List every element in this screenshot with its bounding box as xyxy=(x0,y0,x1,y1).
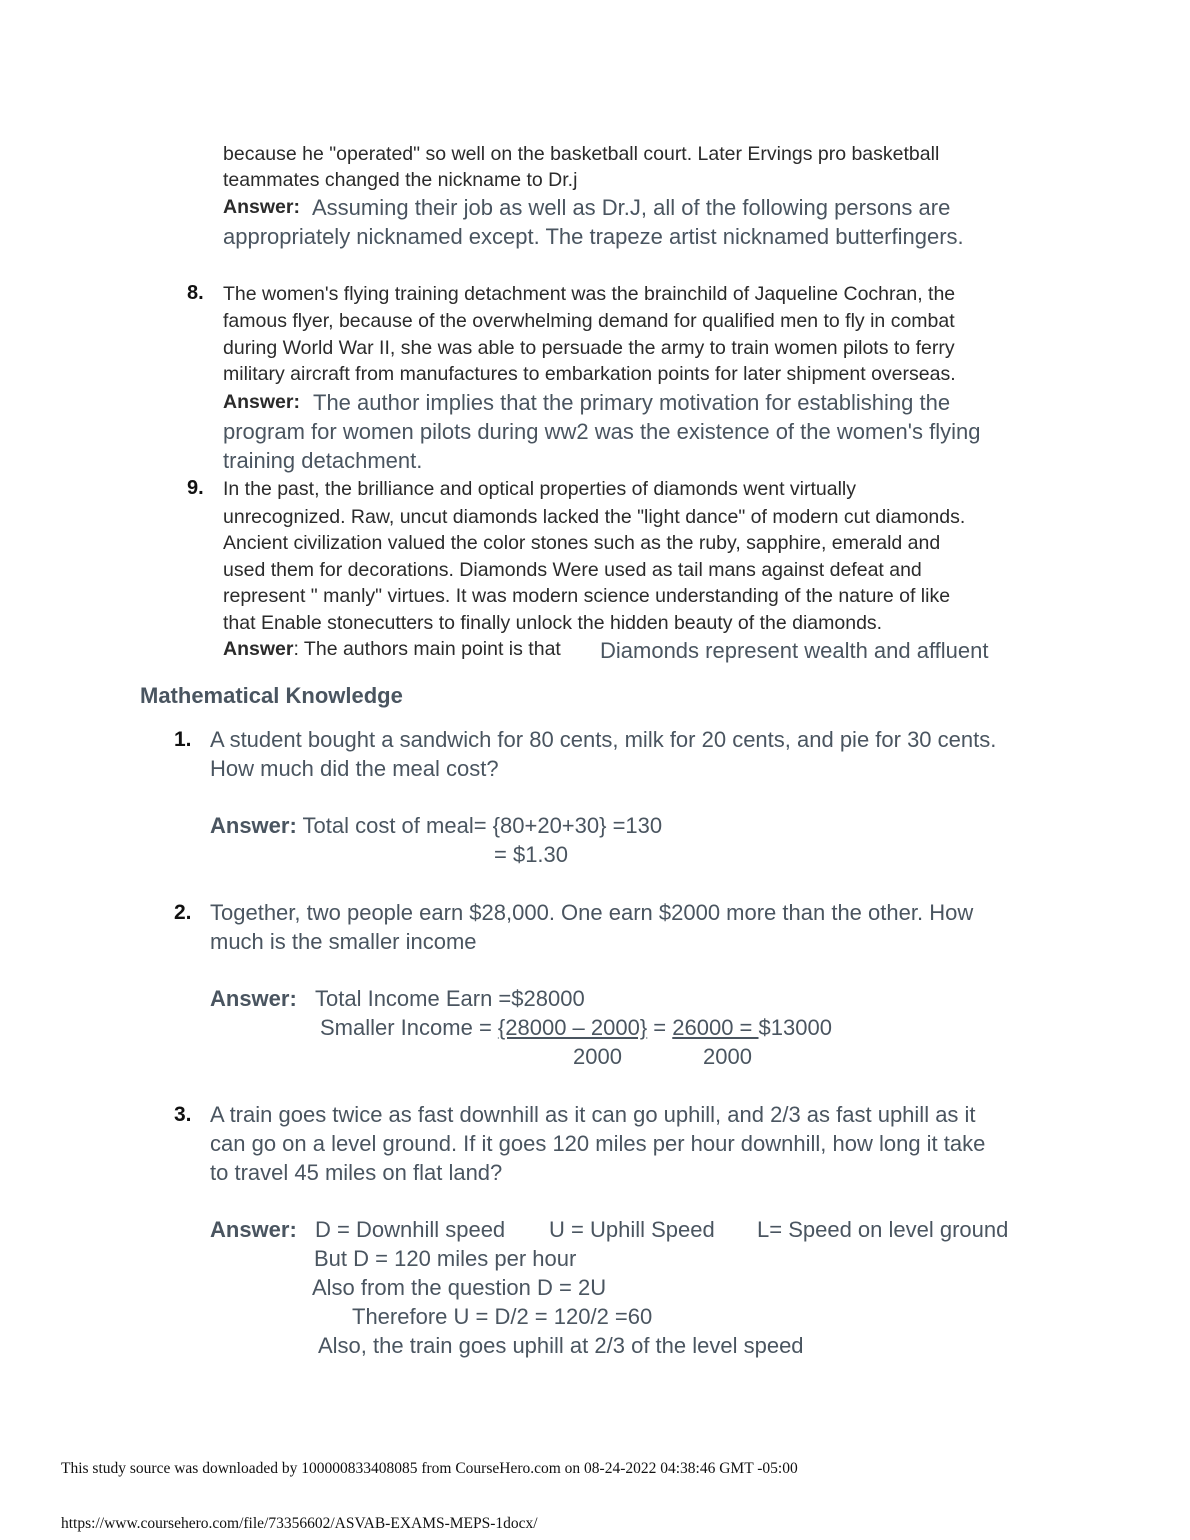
math-q3-answer-label: Answer: xyxy=(210,1217,297,1242)
math-q3-text-line: A train goes twice as fast downhill as it can go uphill, and 2/3 as fast uphill as it xyxy=(210,1102,976,1127)
math-q2-fraction1-denominator: 2000 xyxy=(573,1044,622,1069)
math-q3-answer-line: But D = 120 miles per hour xyxy=(314,1246,577,1271)
q8-answer-line: The author implies that the primary motivation for establishing the xyxy=(313,390,951,415)
math-q2-fraction1-numerator: {28000 – 2000} xyxy=(497,1015,648,1040)
math-q2-result: $13000 xyxy=(758,1015,832,1040)
math-q2-fraction2-numerator: 26000 = xyxy=(672,1015,759,1040)
math-q3-level-def: L= Speed on level ground xyxy=(757,1217,1009,1242)
footer-url[interactable]: https://www.coursehero.com/file/73356602/ASVAB-EXAMS-MEPS-1docx/ xyxy=(61,1515,538,1532)
math-q1-answer xyxy=(210,811,662,840)
q9-answer-prefix: : The authors main point is that xyxy=(293,638,561,660)
q8-answer-line: training detachment. xyxy=(223,448,423,473)
q9-text-line: Ancient civilization valued the color stones such as the ruby, sapphire, emerald and xyxy=(223,532,941,554)
math-q3-answer-line: Also, the train goes uphill at 2/3 of the level speed xyxy=(318,1333,804,1358)
q9-answer xyxy=(223,636,561,662)
math-q3-uphill-def: U = Uphill Speed xyxy=(549,1217,715,1242)
math-q1-answer-result: = $1.30 xyxy=(494,842,569,867)
math-q2-total: Total Income Earn =$28000 xyxy=(315,986,585,1011)
math-q1-text-line: A student bought a sandwich for 80 cents, milk for 20 cents, and pie for 30 cents. xyxy=(210,727,997,752)
q7-text-line: because he "operated" so well on the basketball court. Later Ervings pro basketball xyxy=(223,143,940,165)
q9-answer-text: Diamonds represent wealth and affluent xyxy=(600,638,989,663)
q8-text-line: during World War II, she was able to persuade the army to train women pilots to ferry xyxy=(223,337,955,359)
q8-text-line: military aircraft from manufactures to embarkation points for later shipment overseas. xyxy=(223,363,956,385)
math-q2-equals: = xyxy=(647,1015,673,1040)
footer-source-notice: This study source was downloaded by 100000833408085 from CourseHero.com on 08-24-2022 04:38:46 GMT -05:00 xyxy=(61,1460,798,1477)
q9-answer-label: Answer xyxy=(223,638,294,660)
math-q2-smaller-prefix: Smaller Income = xyxy=(320,1015,498,1040)
math-q3-answer-line: Also from the question D = 2U xyxy=(312,1275,607,1300)
q9-text-line: represent " manly" virtues. It was modern science understanding of the nature of like xyxy=(223,585,951,607)
math-q3-text-line: to travel 45 miles on flat land? xyxy=(210,1160,503,1185)
math-q1-number: 1. xyxy=(174,728,192,751)
math-q2-text-line: Together, two people earn $28,000. One earn $2000 more than the other. How xyxy=(210,900,974,925)
q7-text-line: teammates changed the nickname to Dr.j xyxy=(223,169,578,191)
math-q2-fraction2-denominator: 2000 xyxy=(703,1044,752,1069)
math-q3-answer-line: Therefore U = D/2 = 120/2 =60 xyxy=(352,1304,653,1329)
math-q3-downhill-def: D = Downhill speed xyxy=(315,1217,506,1242)
math-q3-text-line: can go on a level ground. If it goes 120 miles per hour downhill, how long it take xyxy=(210,1131,986,1156)
section-heading: Mathematical Knowledge xyxy=(140,683,403,708)
math-q2-answer-label: Answer: xyxy=(210,986,297,1011)
q8-text-line: The women's flying training detachment was the brainchild of Jaqueline Cochran, the xyxy=(223,283,956,305)
math-q1-answer-label: Answer: xyxy=(210,813,297,838)
q9-text-line: In the past, the brilliance and optical properties of diamonds went virtually xyxy=(223,478,857,500)
math-q3-number: 3. xyxy=(174,1103,192,1126)
q7-answer-label: Answer: xyxy=(223,196,300,218)
q9-text-line: used them for decorations. Diamonds Were used as tail mans against defeat and xyxy=(223,559,922,581)
math-q1-text-line: How much did the meal cost? xyxy=(210,756,499,781)
q8-text-line: famous flyer, because of the overwhelming demand for qualified men to fly in combat xyxy=(223,310,955,332)
q8-answer-label: Answer: xyxy=(223,391,300,413)
math-q2-smaller-income xyxy=(320,1013,832,1042)
q9-number: 9. xyxy=(187,477,204,499)
q8-answer-line: program for women pilots during ww2 was the existence of the women's flying xyxy=(223,419,981,444)
q8-number: 8. xyxy=(187,282,204,304)
math-q2-number: 2. xyxy=(174,901,192,924)
math-q2-text-line: much is the smaller income xyxy=(210,929,477,954)
q9-text-line: unrecognized. Raw, uncut diamonds lacked the "light dance" of modern cut diamonds. xyxy=(223,506,966,528)
q7-answer-line: Assuming their job as well as Dr.J, all of the following persons are xyxy=(312,195,951,220)
math-q1-answer-line: Total cost of meal= {80+20+30} =130 xyxy=(302,813,663,838)
q9-text-line: that Enable stonecutters to finally unlock the hidden beauty of the diamonds. xyxy=(223,612,883,634)
q7-answer-line: appropriately nicknamed except. The trapeze artist nicknamed butterfingers. xyxy=(223,224,964,249)
